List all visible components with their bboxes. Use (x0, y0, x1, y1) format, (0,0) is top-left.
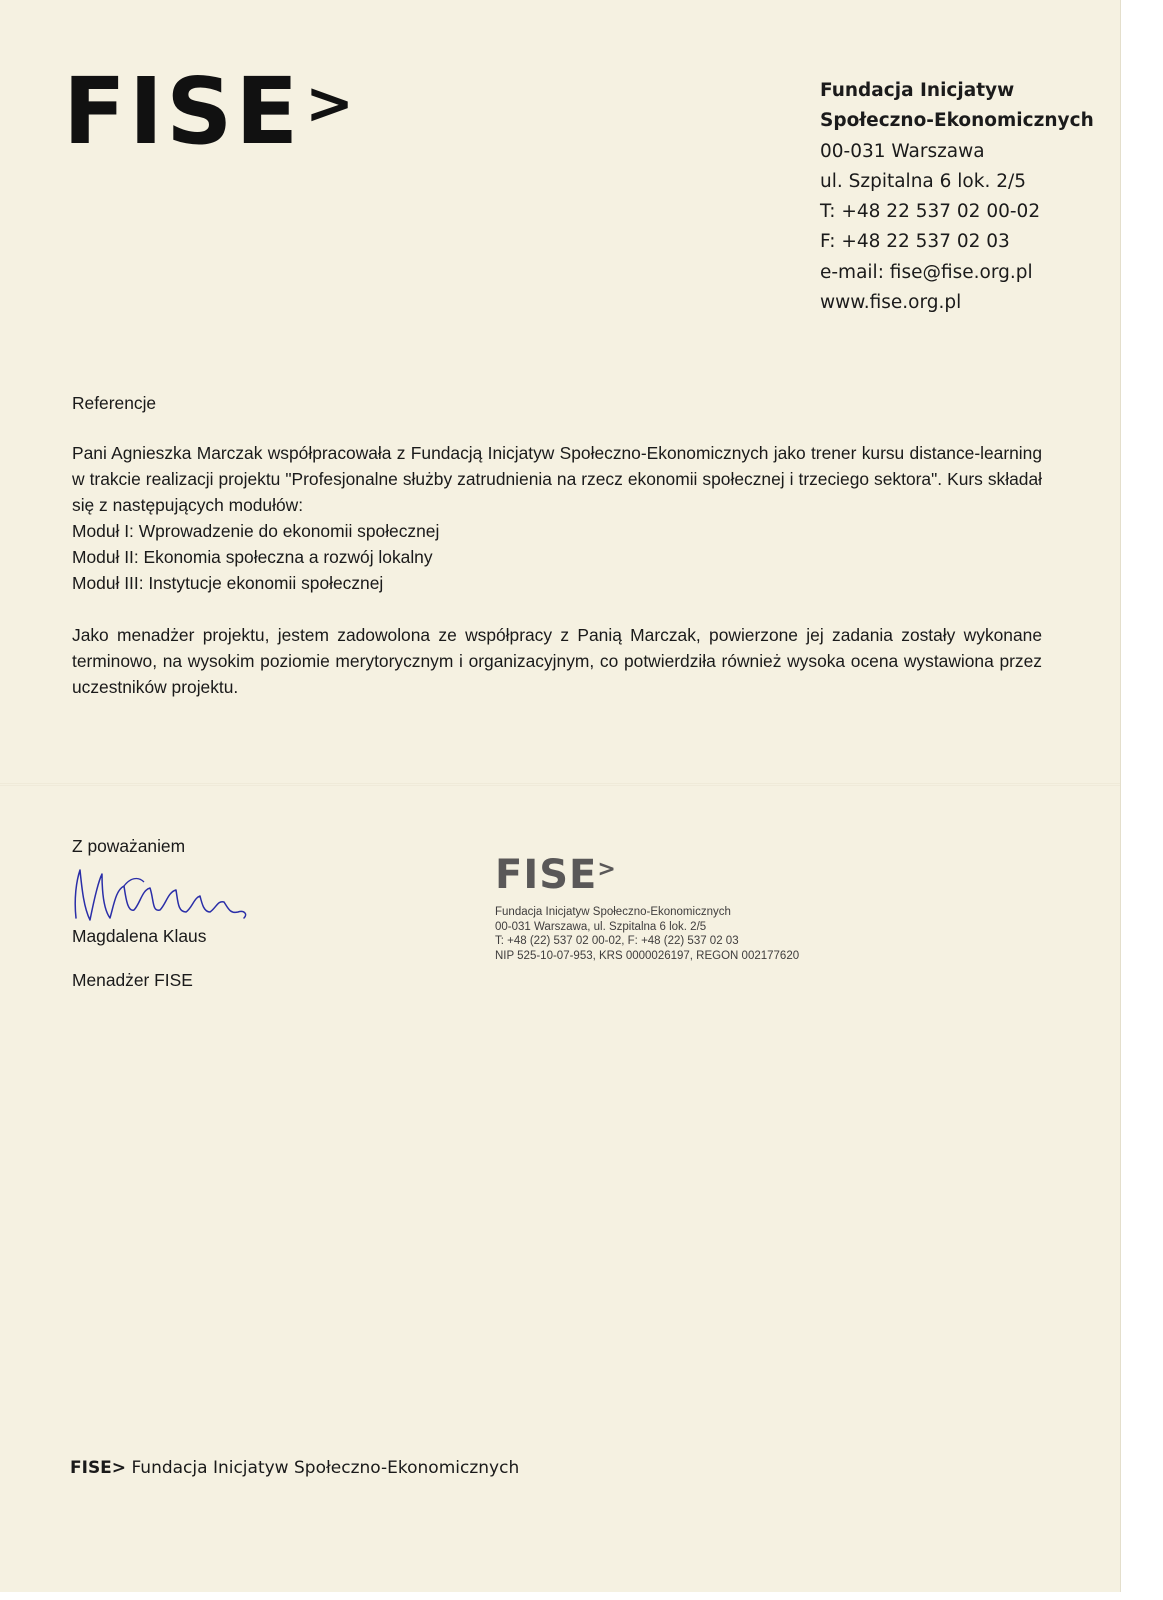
letter-footer (70, 1458, 519, 1478)
organization-stamp (495, 852, 800, 963)
letter-paragraph-2: Jako menadżer projektu, jestem zadowolona ze współpracy z Panią Marczak, powierzone jej zadania zostały wykonane terminowo, na wysokim poziomie merytorycznym i organizacyjnym, co potwierdziła również wysoka ocena wystawiona przez uczestników projektu. (72, 625, 1042, 697)
stamp-logo-text: FISE (495, 852, 598, 898)
stamp-line: T: +48 (22) 537 02 00-02, F: +48 (22) 537 02 03 (495, 935, 739, 947)
footer-logo: FISE> (70, 1458, 127, 1478)
stamp-logo (495, 852, 799, 898)
stamp-line: 00-031 Warszawa, ul. Szpitalna 6 lok. 2/5 (495, 920, 707, 933)
module-item: Moduł II: Ekonomia społeczna a rozwój lokalny (72, 547, 433, 567)
signer-name: Magdalena Klaus (72, 926, 207, 946)
letterhead-address (820, 76, 1094, 318)
module-item: Moduł I: Wprowadzenie do ekonomii społecznej (72, 521, 440, 541)
fise-logo (63, 58, 357, 165)
stamp-line: Fundacja Inicjatyw Społeczno-Ekonomicznych (495, 906, 731, 918)
address-line: 00-031 Warszawa (820, 140, 985, 162)
letter-paragraph-1 (72, 440, 1042, 596)
address-line: www.fise.org.pl (820, 292, 962, 314)
signer-role: Menadżer FISE (72, 970, 193, 990)
module-item: Moduł III: Instytucje ekonomii społecznej (72, 573, 384, 593)
address-line: F: +48 22 537 02 03 (820, 231, 1010, 253)
footer-text: Fundacja Inicjatyw Społeczno-Ekonomicznych (131, 1458, 520, 1478)
paragraph-text: Pani Agnieszka Marczak współpracowała z Fundacją Inicjatyw Społeczno-Ekonomicznych jako trener kursu distance-learning w trakcie realizacji projektu "Profesjonalne służby zatrudnienia na rzecz ekonomii społecznej i trzeciego sektora". Kurs składał się z następujących modułów: (72, 443, 1042, 515)
address-line: Fundacja Inicjatyw (820, 80, 1015, 101)
paper-fold (0, 783, 1120, 786)
address-line: ul. Szpitalna 6 lok. 2/5 (820, 170, 1026, 192)
letter-heading: Referencje (72, 393, 157, 413)
logo-arrow-icon: > (305, 69, 357, 137)
address-line: Społeczno-Ekonomicznych (820, 110, 1094, 132)
logo-text: FISE (63, 58, 302, 165)
closing-salutation: Z poważaniem (72, 836, 186, 856)
stamp-line: NIP 525-10-07-953, KRS 0000026197, REGON 002177620 (495, 949, 800, 962)
address-line: e-mail: fise@fise.org.pl (820, 261, 1033, 283)
handwritten-signature (68, 860, 258, 930)
stamp-arrow-icon: > (597, 857, 617, 882)
stamp-text (495, 905, 799, 963)
address-line: T: +48 22 537 02 00-02 (820, 201, 1041, 223)
